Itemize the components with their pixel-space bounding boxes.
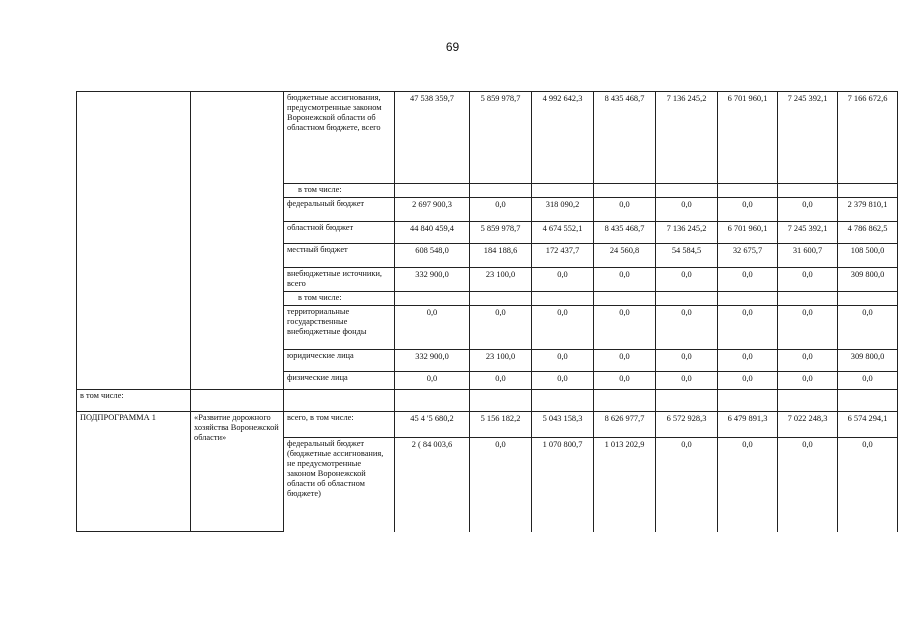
value-cell (532, 184, 594, 198)
value-cell: 8 626 977,7 (594, 412, 656, 438)
value-cell: 4 674 552,1 (532, 222, 594, 244)
value-cell: 2 ( 84 003,6 (395, 438, 470, 532)
value-cell: 2 697 900,3 (395, 198, 470, 222)
source-label: областной бюджет (284, 222, 395, 244)
value-cell: 6 572 928,3 (656, 412, 718, 438)
value-cell: 1 013 202,9 (594, 438, 656, 532)
empty-cell (395, 390, 470, 412)
value-cell (470, 184, 532, 198)
value-cell: 6 701 960,1 (718, 92, 778, 184)
value-cell: 0,0 (778, 350, 838, 372)
value-cell: 4 786 862,5 (838, 222, 898, 244)
value-cell: 0,0 (594, 306, 656, 350)
value-cell (838, 184, 898, 198)
value-cell: 0,0 (838, 372, 898, 390)
value-cell: 2 379 810,1 (838, 198, 898, 222)
value-cell: 0,0 (778, 198, 838, 222)
subprogram-title: «Развитие дорожного хозяйства Воронежской области» (191, 412, 284, 532)
value-cell (718, 292, 778, 306)
value-cell: 0,0 (778, 372, 838, 390)
value-cell: 0,0 (718, 268, 778, 292)
value-cell: 6 574 294,1 (838, 412, 898, 438)
source-label: местный бюджет (284, 244, 395, 268)
value-cell: 0,0 (838, 306, 898, 350)
value-cell: 23 100,0 (470, 268, 532, 292)
value-cell: 0,0 (594, 198, 656, 222)
empty-cell (656, 390, 718, 412)
source-label: в том числе: (284, 292, 395, 306)
source-label: внебюджетные источники, всего (284, 268, 395, 292)
value-cell (594, 184, 656, 198)
value-cell: 0,0 (656, 198, 718, 222)
source-label: федеральный бюджет (бюджетные ассигнования, не предусмотренные законом Воронежской области об областном бюджете) (284, 438, 395, 532)
empty-cell (778, 390, 838, 412)
value-cell: 0,0 (778, 438, 838, 532)
value-cell: 7 136 245,2 (656, 222, 718, 244)
table-row (77, 92, 898, 184)
value-cell: 0,0 (656, 268, 718, 292)
empty-cell (718, 390, 778, 412)
value-cell (778, 184, 838, 198)
value-cell: 0,0 (532, 306, 594, 350)
value-cell (778, 292, 838, 306)
value-cell: 172 437,7 (532, 244, 594, 268)
value-cell: 31 600,7 (778, 244, 838, 268)
value-cell: 0,0 (656, 438, 718, 532)
value-cell: 0,0 (470, 306, 532, 350)
value-cell: 1 070 800,7 (532, 438, 594, 532)
value-cell (838, 292, 898, 306)
value-cell: 8 435 468,7 (594, 222, 656, 244)
value-cell: 44 840 459,4 (395, 222, 470, 244)
value-cell: 32 675,7 (718, 244, 778, 268)
value-cell: 0,0 (718, 438, 778, 532)
empty-cell (532, 390, 594, 412)
value-cell: 8 435 468,7 (594, 92, 656, 184)
value-cell: 0,0 (778, 268, 838, 292)
value-cell: 332 900,0 (395, 350, 470, 372)
value-cell: 0,0 (532, 350, 594, 372)
program-cell (77, 92, 191, 390)
value-cell (395, 292, 470, 306)
value-cell: 0,0 (718, 198, 778, 222)
value-cell (656, 184, 718, 198)
section-row (77, 390, 898, 412)
empty-cell (838, 390, 898, 412)
value-cell (594, 292, 656, 306)
empty-cell (284, 390, 395, 412)
value-cell (532, 292, 594, 306)
value-cell: 7 245 392,1 (778, 222, 838, 244)
value-cell: 608 548,0 (395, 244, 470, 268)
value-cell: 0,0 (594, 268, 656, 292)
value-cell (718, 184, 778, 198)
value-cell: 6 479 891,3 (718, 412, 778, 438)
value-cell: 0,0 (656, 350, 718, 372)
value-cell: 108 500,0 (838, 244, 898, 268)
source-label: всего, в том числе: (284, 412, 395, 438)
source-label: федеральный бюджет (284, 198, 395, 222)
value-cell: 5 859 978,7 (470, 92, 532, 184)
value-cell: 0,0 (532, 268, 594, 292)
value-cell: 0,0 (594, 350, 656, 372)
subprogram-row (77, 412, 898, 438)
value-cell: 7 022 248,3 (778, 412, 838, 438)
value-cell: 0,0 (532, 372, 594, 390)
value-cell: 7 136 245,2 (656, 92, 718, 184)
value-cell: 5 156 182,2 (470, 412, 532, 438)
value-cell: 318 090,2 (532, 198, 594, 222)
value-cell: 0,0 (656, 372, 718, 390)
source-label: физические лица (284, 372, 395, 390)
value-cell: 0,0 (470, 198, 532, 222)
value-cell: 0,0 (718, 350, 778, 372)
value-cell: 5 859 978,7 (470, 222, 532, 244)
value-cell: 6 701 960,1 (718, 222, 778, 244)
value-cell: 5 043 158,3 (532, 412, 594, 438)
budget-table (76, 91, 898, 532)
value-cell: 7 166 672,6 (838, 92, 898, 184)
empty-cell (470, 390, 532, 412)
value-cell: 0,0 (718, 306, 778, 350)
page-number: 69 (445, 40, 460, 54)
value-cell: 332 900,0 (395, 268, 470, 292)
value-cell: 309 800,0 (838, 350, 898, 372)
value-cell: 45 4 '5 680,2 (395, 412, 470, 438)
value-cell: 7 245 392,1 (778, 92, 838, 184)
value-cell: 0,0 (778, 306, 838, 350)
value-cell (656, 292, 718, 306)
value-cell: 0,0 (594, 372, 656, 390)
section-label: в том числе: (77, 390, 191, 412)
value-cell: 4 992 642,3 (532, 92, 594, 184)
value-cell: 0,0 (470, 438, 532, 532)
value-cell: 0,0 (656, 306, 718, 350)
source-label: в том числе: (284, 184, 395, 198)
value-cell: 184 188,6 (470, 244, 532, 268)
value-cell (470, 292, 532, 306)
source-label: юридические лица (284, 350, 395, 372)
source-label: бюджетные ассигнования, предусмотренные законом Воронежской области об областном бюджете, всего (284, 92, 395, 184)
program-title-cell (191, 92, 284, 390)
value-cell: 0,0 (838, 438, 898, 532)
empty-cell (191, 390, 284, 412)
value-cell: 309 800,0 (838, 268, 898, 292)
value-cell: 47 538 359,7 (395, 92, 470, 184)
value-cell (395, 184, 470, 198)
subprogram-name: ПОДПРОГРАММА 1 (77, 412, 191, 532)
value-cell: 0,0 (470, 372, 532, 390)
value-cell: 23 100,0 (470, 350, 532, 372)
empty-cell (594, 390, 656, 412)
value-cell: 54 584,5 (656, 244, 718, 268)
value-cell: 0,0 (395, 306, 470, 350)
value-cell: 0,0 (395, 372, 470, 390)
value-cell: 24 560,8 (594, 244, 656, 268)
value-cell: 0,0 (718, 372, 778, 390)
source-label: территориальные государственные внебюджетные фонды (284, 306, 395, 350)
